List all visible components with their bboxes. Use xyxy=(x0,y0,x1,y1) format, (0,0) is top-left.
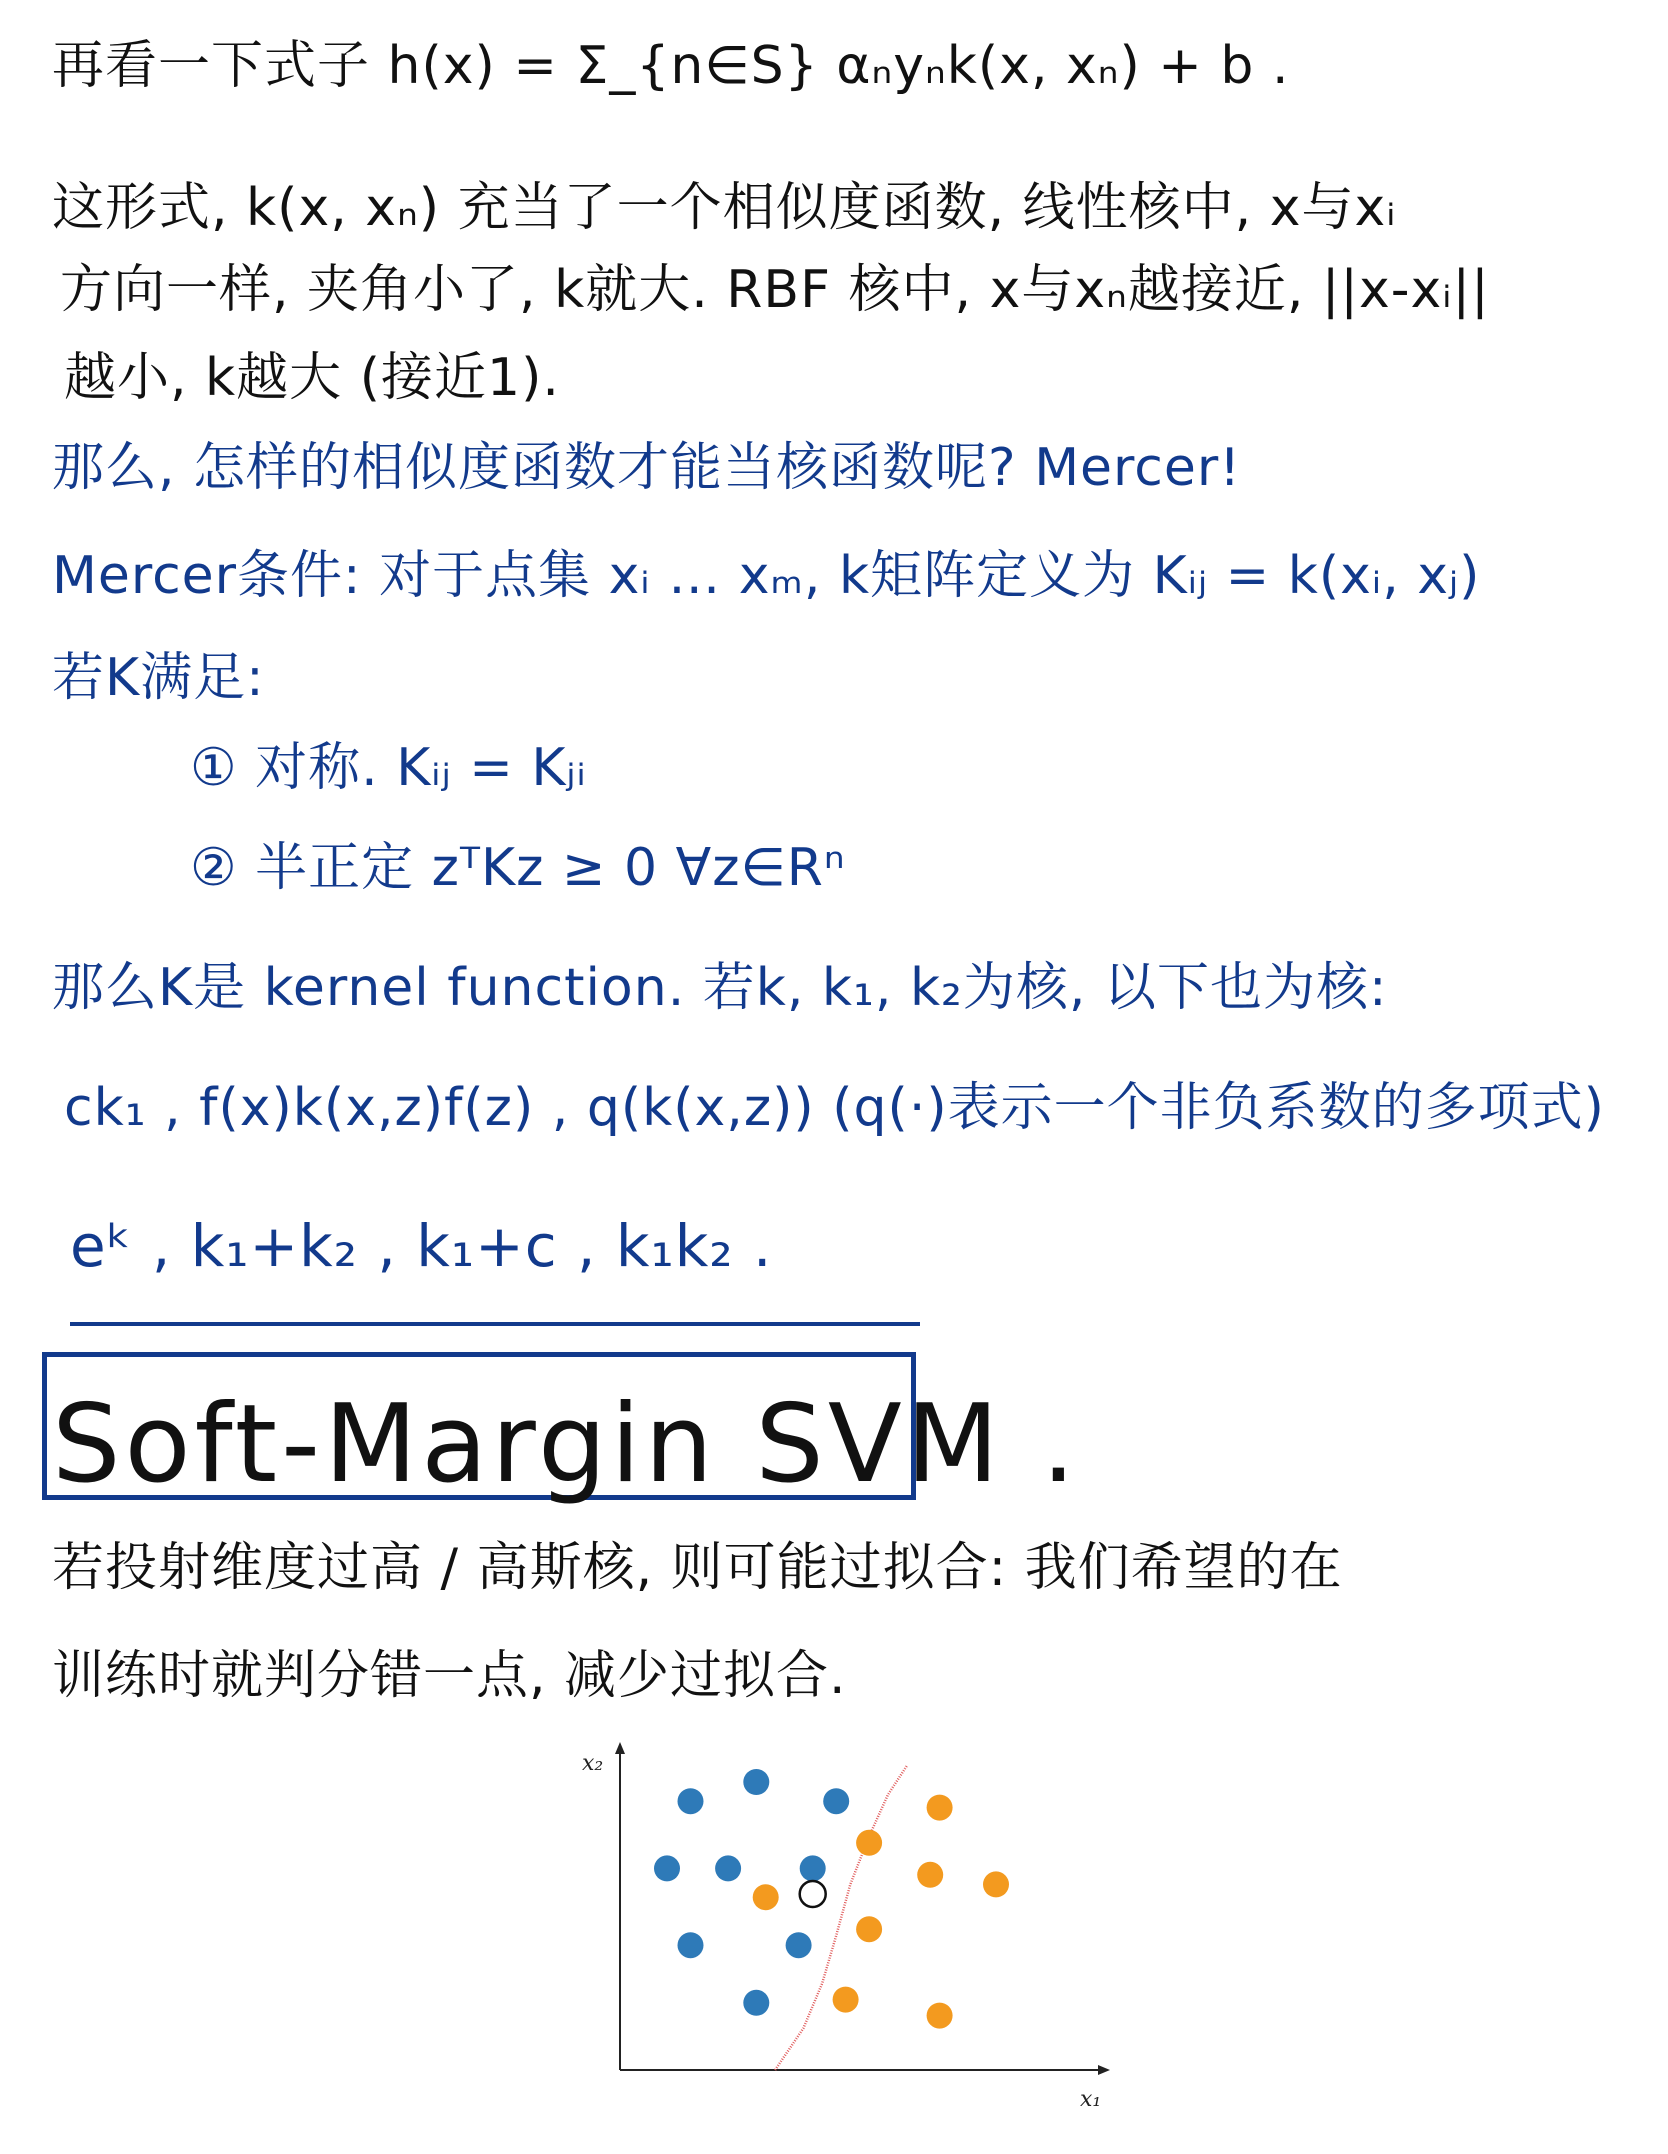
note-line-8: ① 对称. Kᵢⱼ = Kⱼᵢ xyxy=(190,738,587,798)
note-line-3: 方向一样, 夹角小了, k就大. RBF 核中, x与xₙ越接近, ||x-xᵢ|| xyxy=(60,260,1490,320)
note-line-4: 越小, k越大 (接近1). xyxy=(64,348,560,408)
orange-point xyxy=(856,1830,882,1856)
blue-point xyxy=(654,1855,680,1881)
note-line-5: 那么, 怎样的相似度函数才能当核函数呢? Mercer! xyxy=(52,438,1242,498)
orange-point xyxy=(927,1795,953,1821)
note-line-10: 那么K是 kernel function. 若k, k₁, k₂为核, 以下也为核: xyxy=(52,958,1388,1018)
blue-point xyxy=(715,1855,741,1881)
plot-marks xyxy=(654,1766,1009,2070)
blue-point xyxy=(743,1990,769,2016)
blue-point xyxy=(743,1769,769,1795)
orange-point xyxy=(856,1916,882,1942)
section-title: Soft-Margin SVM . xyxy=(52,1382,1080,1507)
orange-point xyxy=(917,1862,943,1888)
note-line-11: ck₁ , f(x)k(x,z)f(z) , q(k(x,z)) (q(·)表示一个非负系数的多项式) xyxy=(64,1078,1605,1138)
blue-point xyxy=(678,1932,704,1958)
blue-point xyxy=(786,1932,812,1958)
note-line-7: 若K满足: xyxy=(52,648,265,708)
note-line-15: 若投射维度过高 / 高斯核, 则可能过拟合: 我们希望的在 xyxy=(52,1538,1343,1598)
x-axis-label: x₁ xyxy=(1080,2087,1102,2112)
note-line-12: eᵏ , k₁+k₂ , k₁+c , k₁k₂ . xyxy=(70,1212,773,1280)
orange-point xyxy=(753,1884,779,1910)
note-line-2: 这形式, k(x, xₙ) 充当了一个相似度函数, 线性核中, x与xᵢ xyxy=(52,178,1397,238)
y-axis-label: x₂ xyxy=(582,1751,604,1776)
note-line-1: 再看一下式子 h(x) = Σ_{n∈S} αₙyₙk(x, xₙ) + b . xyxy=(52,36,1290,96)
note-line-9: ② 半正定 zᵀKz ≥ 0 ∀z∈Rⁿ xyxy=(190,838,846,898)
blue-point xyxy=(800,1855,826,1881)
note-line-6: Mercer条件: 对于点集 xᵢ … xₘ, k矩阵定义为 Kᵢⱼ = k(xᵢ, xⱼ) xyxy=(52,546,1481,606)
svm-scatter-figure xyxy=(570,1740,1130,2120)
y-axis-arrow xyxy=(615,1742,625,1754)
blue-point xyxy=(678,1788,704,1814)
orange-point xyxy=(927,2003,953,2029)
blue-point xyxy=(823,1788,849,1814)
divider-line xyxy=(70,1322,920,1326)
x-axis-arrow xyxy=(1098,2065,1110,2075)
note-line-16: 训练时就判分错一点, 减少过拟合. xyxy=(52,1646,847,1706)
orange-point xyxy=(983,1871,1009,1897)
orange-point xyxy=(833,1987,859,2013)
hollow-point xyxy=(800,1881,826,1907)
